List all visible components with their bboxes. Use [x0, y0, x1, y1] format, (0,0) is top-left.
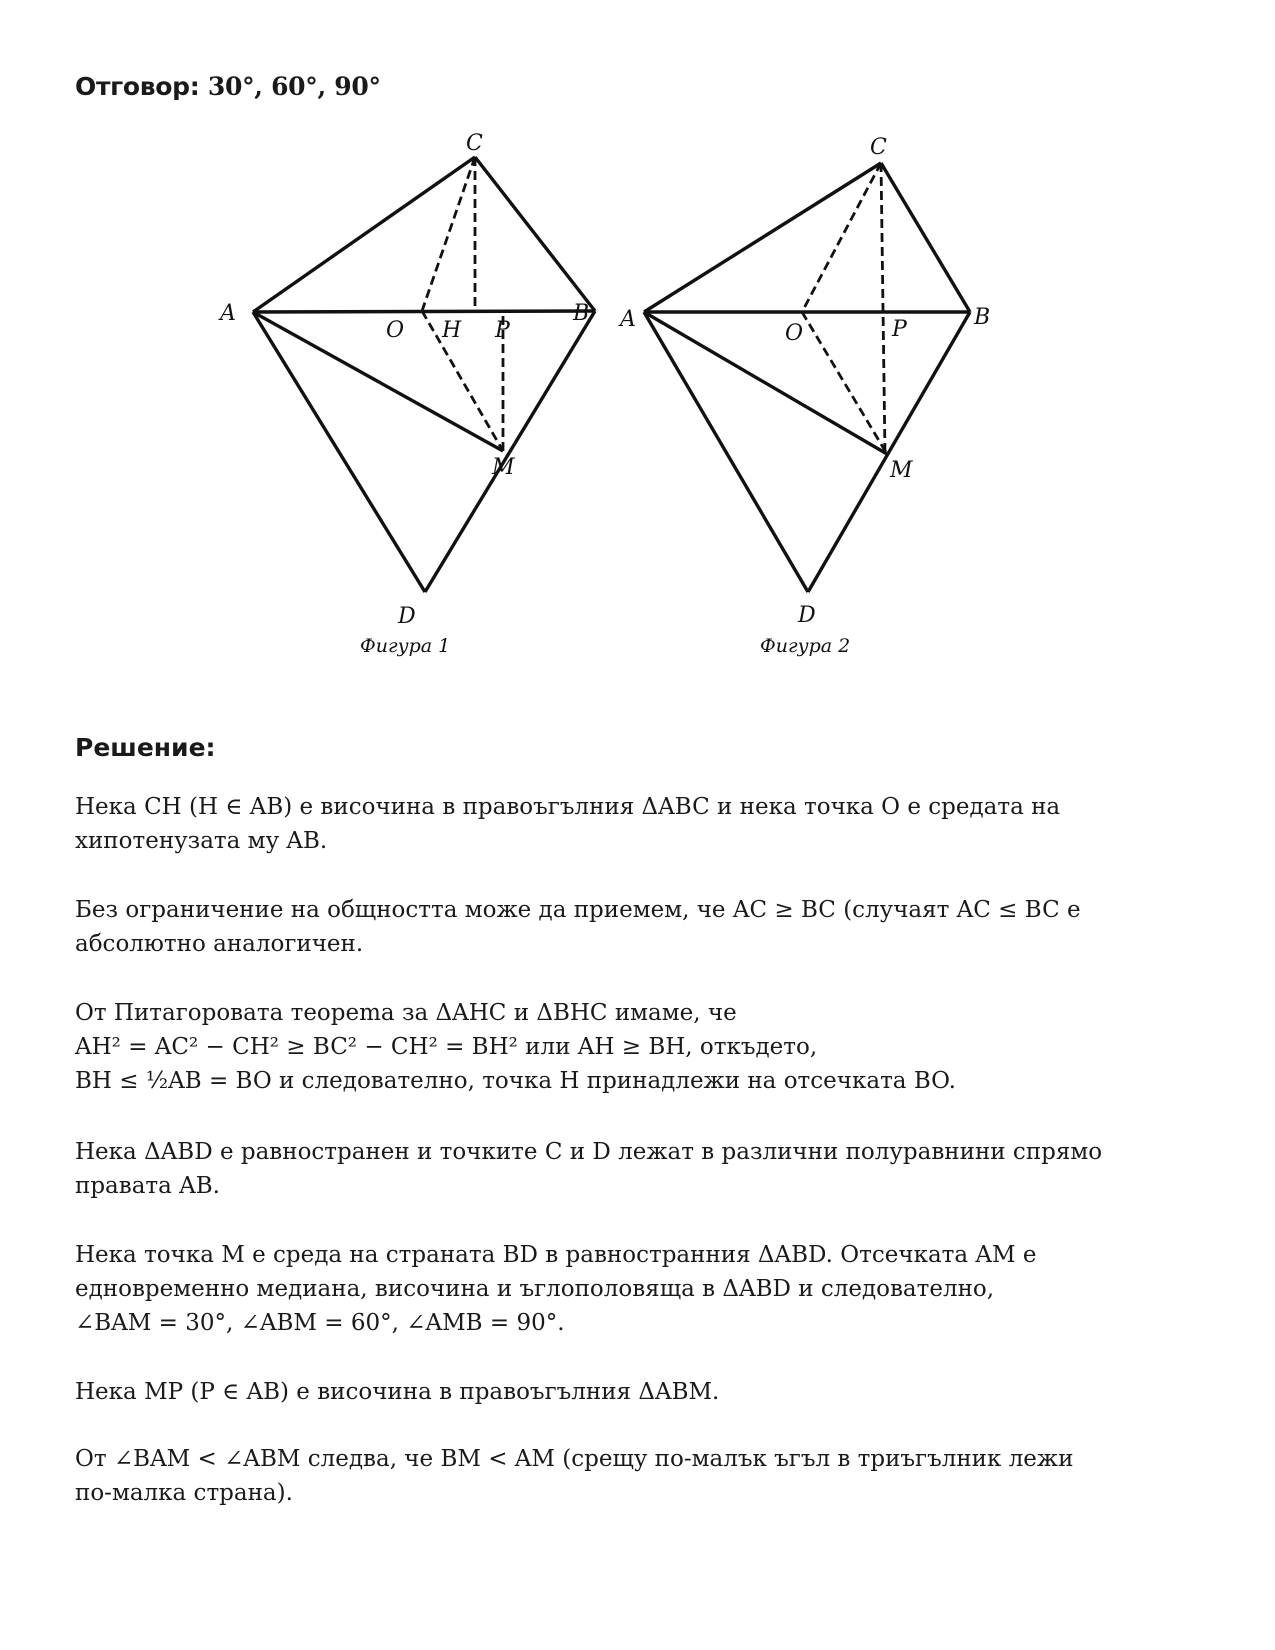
- label-P: P: [495, 318, 510, 343]
- paragraph-1: [75, 790, 1205, 858]
- edge-BD: [808, 312, 970, 592]
- label-D: D: [398, 604, 416, 629]
- edge-AD: [253, 312, 425, 592]
- text-line: абсолютно аналогичен.: [75, 931, 364, 957]
- label-B: B: [974, 305, 991, 330]
- edge-AM: [253, 312, 503, 451]
- figure-caption: Фигура 2: [760, 635, 851, 657]
- text-line: хипотенузата му AB.: [75, 828, 328, 854]
- edge-CB: [881, 163, 970, 312]
- segment-OM: [802, 312, 887, 454]
- label-A: A: [620, 307, 636, 332]
- text-line: От Питагоровата теорema за ΔAHC и ΔBHC имаме, че: [75, 1000, 737, 1026]
- text-line: правата AB.: [75, 1173, 220, 1199]
- paragraph-2: [75, 893, 1205, 961]
- answer-values: 30°, 60°, 90°: [207, 72, 381, 101]
- text-line: AH² = AC² − CH² ≥ BC² − CH² = BH² или AH ≥ BH, откъдето,: [75, 1034, 818, 1060]
- segment-CO: [802, 163, 881, 312]
- edge-BD: [425, 311, 595, 592]
- text-line: Нека CH (H ∈ AB) е височина в правоъгълния ΔABC и нека точка O е средата на: [75, 794, 1061, 820]
- paragraph-6: [75, 1375, 1205, 1409]
- text-line: От ∠BAM < ∠ABM следва, че BM < AM (срещу по-малък ъгъл в триъгълник лежи: [75, 1446, 1074, 1472]
- edge-AM: [644, 312, 887, 454]
- figure-1: [200, 120, 620, 690]
- edge-CB: [475, 157, 595, 311]
- answer-line: [75, 72, 381, 101]
- figure-caption: Фигура 1: [360, 635, 451, 657]
- paragraph-7: [75, 1442, 1205, 1510]
- label-C: C: [870, 135, 887, 160]
- text-line: Нека ΔABD е равностранен и точките C и D лежат в различни полуравнини спрямо: [75, 1139, 1103, 1165]
- paragraph-3: [75, 996, 1205, 1098]
- edge-AC: [644, 163, 881, 312]
- label-B: B: [573, 301, 590, 326]
- text-line: Без ограничение на общността може да приемем, че AC ≥ BC (случаят AC ≤ BC е: [75, 897, 1081, 923]
- edge-AD: [644, 312, 808, 592]
- segment-CP: [881, 163, 885, 454]
- text-line: по-малка страна).: [75, 1480, 293, 1506]
- text-line: ∠BAM = 30°, ∠ABM = 60°, ∠AMB = 90°.: [75, 1310, 565, 1336]
- paragraph-4: [75, 1135, 1205, 1203]
- label-O: O: [386, 318, 405, 343]
- segment-CO: [422, 157, 475, 311]
- answer-label: Отговор:: [75, 72, 200, 101]
- label-M: M: [890, 458, 913, 483]
- text-line: Нека точка M е среда на страната BD в равностранния ΔABD. Отсечката AM е: [75, 1242, 1037, 1268]
- text-line: едновременно медиана, височина и ъглополовяща в ΔABD и следователно,: [75, 1276, 995, 1302]
- label-O: O: [785, 321, 804, 346]
- label-M: M: [492, 455, 515, 480]
- label-P: P: [892, 317, 907, 342]
- label-C: C: [466, 131, 483, 156]
- label-A: A: [220, 301, 236, 326]
- edge-AC: [253, 157, 475, 312]
- text-line: BH ≤ ½AB = BO и следователно, точка H принадлежи на отсечката BO.: [75, 1068, 956, 1094]
- label-H: H: [442, 318, 462, 343]
- figure-2: [620, 120, 1040, 690]
- label-D: D: [798, 603, 816, 628]
- paragraph-5: [75, 1238, 1205, 1340]
- text-line: Нека MP (P ∈ AB) е височина в правоъгълния ΔABM.: [75, 1379, 720, 1405]
- solution-heading: Решение:: [75, 733, 216, 762]
